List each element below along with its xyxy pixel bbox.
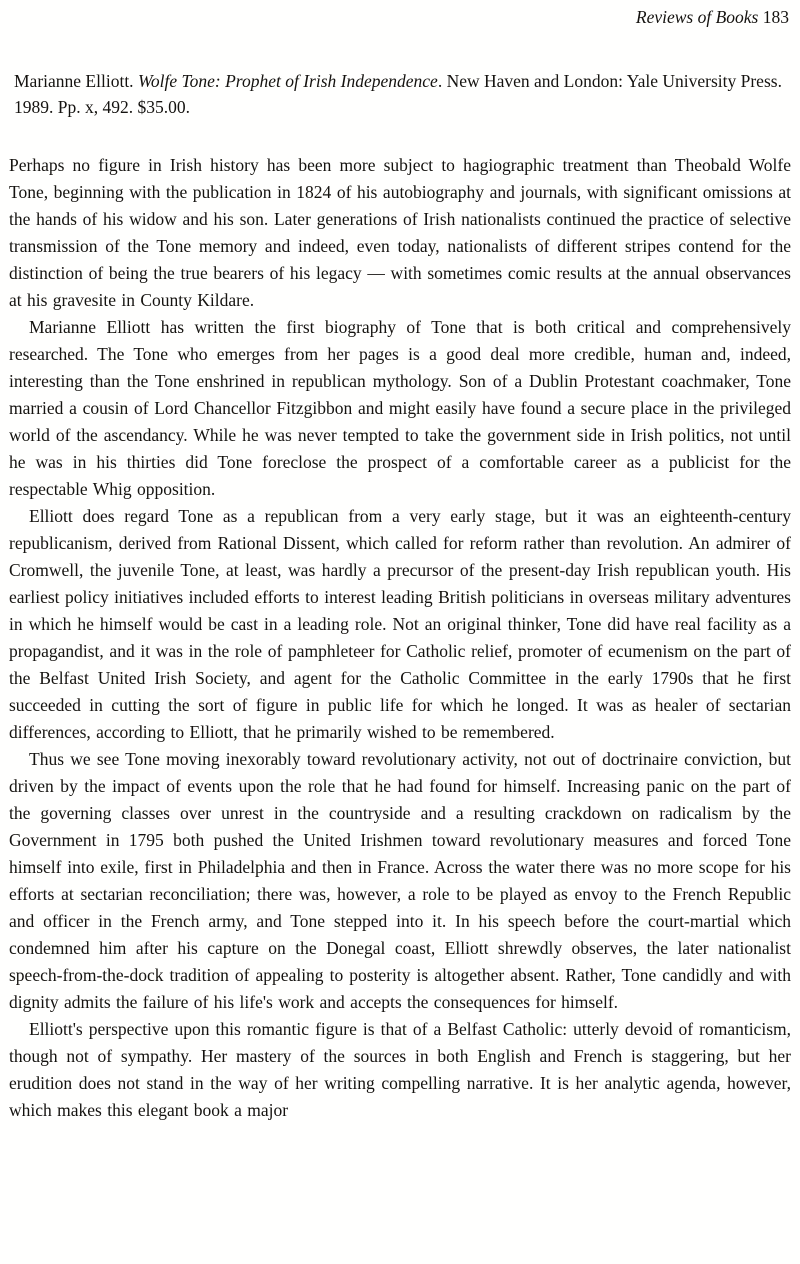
paragraph-3: Elliott does regard Tone as a republican from a very early stage, but it was an eighteenth-century republicanism, derived from Rational Dissent, which called for reform rather than revolution. An admirer of Cromwell, the juvenile Tone, at least, was hardly a precursor of the present-day Irish republican youth. His earliest policy initiatives included efforts to interest leading British politicians in overseas military adventures in which he himself would be cast in a leading role. Not an original thinker, Tone did have real facility as a propagandist, and it was in the role of pamphleteer for Catholic relief, promoter of ecumenism on the part of the Belfast United Irish Society, and agent for the Catholic Committee in the early 1790s that he first succeeded in cutting the sort of figure in public life for which he longed. It was as healer of sectarian differences, according to Elliott, that he primarily wished to be remembered. bbox=[9, 506, 791, 742]
running-head bbox=[9, 6, 791, 28]
section-title: Reviews of Books bbox=[635, 7, 759, 27]
citation-book-title: Wolfe Tone: Prophet of Irish Independence bbox=[137, 71, 438, 91]
book-citation bbox=[9, 68, 791, 120]
paragraph-1: Perhaps no figure in Irish history has been more subject to hagiographic treatment than Theobald Wolfe Tone, beginning with the publication in 1824 of his autobiography and journals, with significant omissions at the hands of his widow and his son. Later generations of Irish nationalists continued the practice of selective transmission of the Tone memory and indeed, even today, nationalists of different stripes contend for the distinction of being the true bearers of his legacy — with sometimes comic results at the annual observances at his gravesite in County Kildare. bbox=[9, 155, 791, 310]
page-number: 183 bbox=[762, 7, 789, 27]
review-body bbox=[9, 152, 791, 1124]
paragraph-5: Elliott's perspective upon this romantic figure is that of a Belfast Catholic: utterly devoid of romanticism, though not of sympathy. Her mastery of the sources in both English and French is staggering, but her erudition does not stand in the way of her writing compelling narrative. It is her analytic agenda, however, which makes this elegant book a major bbox=[9, 1019, 791, 1120]
citation-author: Marianne Elliott. bbox=[14, 71, 138, 91]
paragraph-2: Marianne Elliott has written the first biography of Tone that is both critical and comprehensively researched. The Tone who emerges from her pages is a good deal more credible, human and, indeed, interesting than the Tone enshrined in republican mythology. Son of a Dublin Protestant coachmaker, Tone married a cousin of Lord Chancellor Fitzgibbon and might easily have found a secure place in the privileged world of the ascendancy. While he was never tempted to take the government side in Irish politics, not until he was in his thirties did Tone foreclose the prospect of a comfortable career as a publicist for the respectable Whig opposition. bbox=[9, 317, 791, 499]
paragraph-4: Thus we see Tone moving inexorably toward revolutionary activity, not out of doctrinaire conviction, but driven by the impact of events upon the role that he had found for himself. Increasing panic on the part of the governing classes over unrest in the countryside and a resulting crackdown on radicalism by the Government in 1795 both pushed the United Irishmen toward revolutionary measures and forced Tone himself into exile, first in Philadelphia and then in France. Across the water there was no more scope for his efforts at sectarian reconciliation; there was, however, a role to be played as envoy to the French Republic and officer in the French army, and Tone stepped into it. In his speech before the court-martial which condemned him after his capture on the Donegal coast, Elliott shrewdly observes, the later nationalist speech-from-the-dock tradition of appealing to posterity is altogether absent. Rather, Tone candidly and with dignity admits the failure of his life's work and accepts the consequences for himself. bbox=[9, 749, 791, 1012]
citation-details: . New Haven and London: Yale University Press. 1989. Pp. x, 492. $35.00. bbox=[14, 71, 782, 117]
